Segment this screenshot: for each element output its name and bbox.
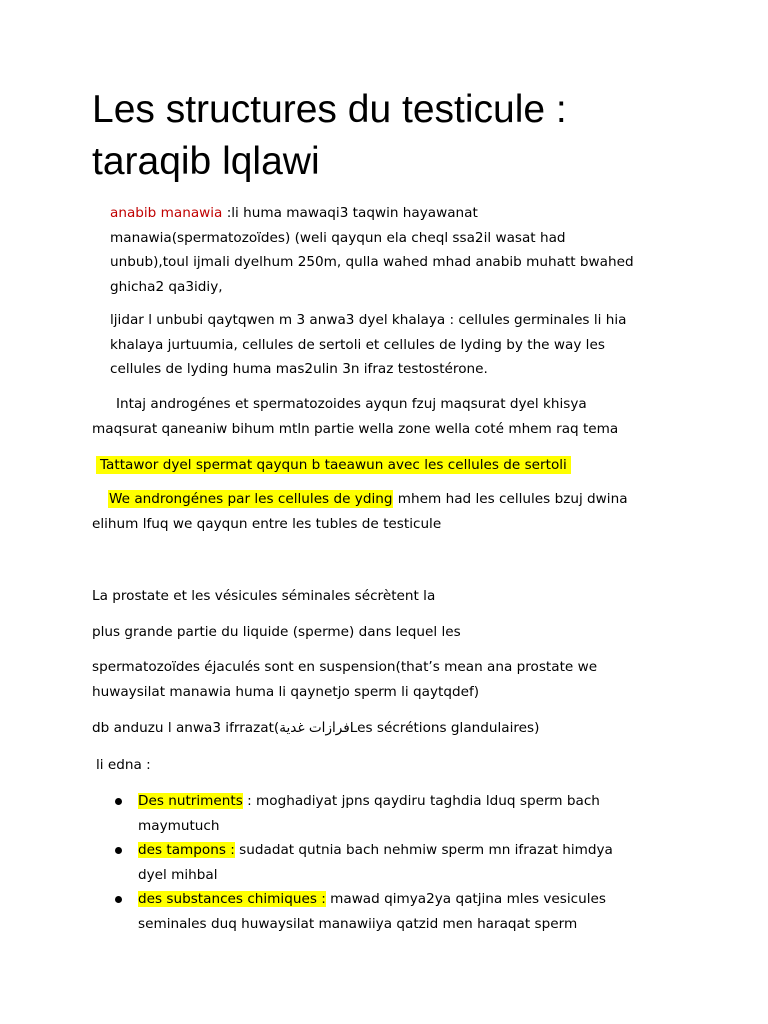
paragraph-intaj: Intaj androgénes et spermatozoides ayqun fzuj maqsurat dyel khisya maqsurat qaneaniw bihum mtln partie wella zone wella coté mhem raq tema — [92, 396, 619, 437]
title-line-1: Les structures du testicule : — [92, 88, 567, 131]
secretions-list — [110, 789, 613, 936]
highlight-tattawor: Tattawor dyel spermat qayqun b taeawun avec les cellules de sertoli — [96, 456, 571, 474]
paragraph-prostate: La prostate et les vésicules séminales sécrètent la — [92, 588, 436, 604]
list-item: des tampons : sudadat qutnia bach nehmiw sperm mn ifrazat himdya dyel mihbal — [110, 838, 613, 887]
term-anabib-manawia: anabib manawia — [110, 205, 223, 221]
paragraph-anduzu: db anduzu l anwa3 ifrrazat(فرازات غديةLes sécrétions glandulaires) — [92, 720, 540, 736]
page-title — [92, 84, 692, 188]
paragraph-spermatozoides: spermatozoïdes éjaculés sont en suspension(that’s mean ana prostate we huwaysilat manawia huma li qaynetjo sperm li qaytqdef) — [92, 659, 598, 700]
arabic-text: فرازات غدية — [279, 720, 350, 736]
bullet-icon — [115, 798, 122, 805]
list-item: Des nutriments : moghadiyat jpns qaydiru taghdia lduq sperm bach maymutuch — [110, 789, 613, 838]
paragraph-anabib-manawia: anabib manawia :li huma mawaqi3 taqwin hayawanat manawia(spermatozoïdes) (weli qayqun ela cheql ssa2il wasat had unbub),toul ijmali dyelhum 250m, qulla wahed mhad anabib muhatt bwahed ghicha2 qa3idiy, — [110, 205, 634, 295]
highlight-term: des tampons : — [138, 842, 235, 858]
paragraph-androngenes: We androngénes par les cellules de yding mhem had les cellules bzuj dwina elihum lfuq we qayqun entre les tubles de testicule — [92, 491, 628, 532]
paragraph-plus-grande: plus grande partie du liquide (sperme) dans lequel les — [92, 624, 461, 640]
title-line-2: taraqib lqlawi — [92, 140, 320, 183]
highlight-androngenes: We androngénes par les cellules de yding — [109, 491, 393, 507]
paragraph-tattawor — [96, 453, 571, 478]
paragraph-ljidar: ljidar l unbubi qaytqwen m 3 anwa3 dyel khalaya : cellules germinales li hia khalaya jurtuumia, cellules de sertoli et cellules de lyding by the way les cellules de lyding huma mas2ulin 3n ifraz testostérone. — [110, 312, 627, 377]
highlight-term: Des nutriments — [138, 793, 243, 809]
paragraph-li-edna: li edna : — [96, 757, 151, 773]
bullet-icon — [115, 847, 122, 854]
list-item: des substances chimiques : mawad qimya2ya qatjina mles vesicules seminales duq huwaysilat manawiiya qatzid men haraqat sperm — [110, 887, 613, 936]
bullet-icon — [115, 896, 122, 903]
highlight-term: des substances chimiques : — [138, 891, 326, 907]
